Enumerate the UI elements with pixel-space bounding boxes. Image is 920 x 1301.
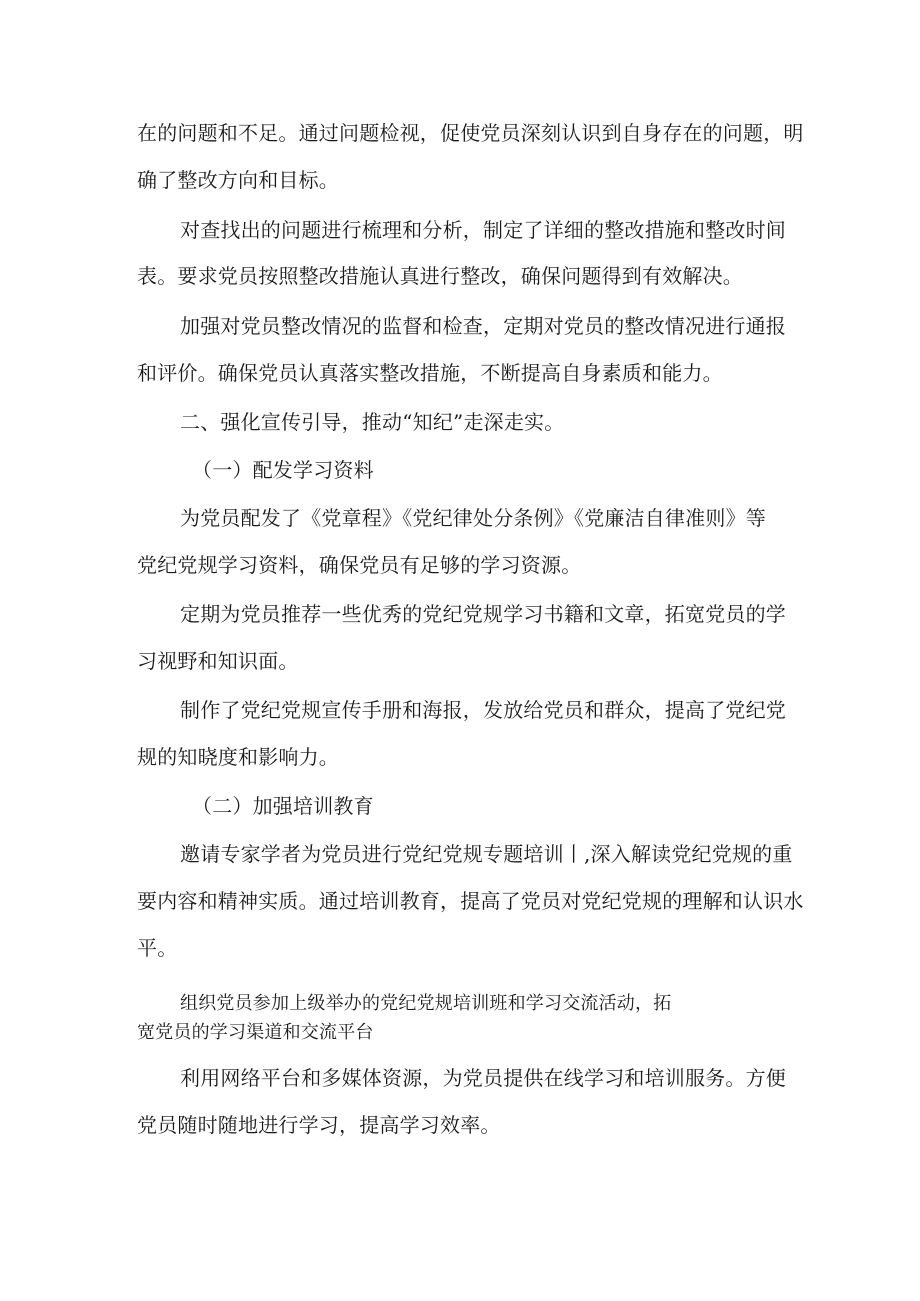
text-line: 加强对党员整改情况的监督和检查，定期对党员的整改情况进行通报: [180, 314, 786, 338]
text-line: 组织党员参加上级举办的党纪党规培训班和学习交流活动，拓: [180, 993, 672, 1014]
text-line: 宽党员的学习渠道和交流平台: [137, 1022, 374, 1043]
text-line: 规的知晓度和影响力。: [137, 745, 339, 769]
subsection-heading: （一）配发学习资料: [192, 458, 374, 482]
subsection-heading: （二）加强培训教育: [192, 794, 374, 818]
text-line: 制作了党纪党规宣传手册和海报，发放给党员和群众，提高了党纪党: [180, 698, 786, 722]
text-line: 党员随时随地进行学习，提高学习效率。: [137, 1113, 501, 1137]
text-line: 邀请专家学者为党员进行党纪党规专题培训丨,深入解读党纪党规的重: [180, 842, 793, 866]
text-line: 习视野和知识面。: [137, 649, 299, 673]
text-line: 利用网络平台和多媒体资源，为党员提供在线学习和培训服务。方便: [180, 1066, 786, 1090]
text-line: 在的问题和不足。通过问题检视，促使党员深刻认识到自身存在的问题，明: [137, 121, 804, 145]
text-line: 要内容和精神实质。通过培训教育，提高了党员对党纪党规的理解和认识水: [137, 889, 804, 913]
text-line: 平。: [137, 936, 178, 960]
text-line: 确了整改方向和目标。: [137, 168, 339, 192]
text-line: 和评价。确保党员认真落实整改措施，不断提高自身素质和能力。: [137, 361, 723, 385]
text-line: 对查找出的问题进行梳理和分析，制定了详细的整改措施和整改时间: [180, 218, 786, 242]
text-line: 为党员配发了《党章程》《党纪律处分条例》《党廉洁自律准则》等: [180, 506, 766, 530]
section-heading: 二、强化宣传引导，推动“知纪”走深走实。: [180, 410, 565, 434]
text-line: 党纪党规学习资料，确保党员有足够的学习资源。: [137, 553, 582, 577]
text-line: 表。要求党员按照整改措施认真进行整改，确保问题得到有效解决。: [137, 264, 743, 288]
text-line: 定期为党员推荐一些优秀的党纪党规学习书籍和文章，拓宽党员的学: [180, 602, 786, 626]
